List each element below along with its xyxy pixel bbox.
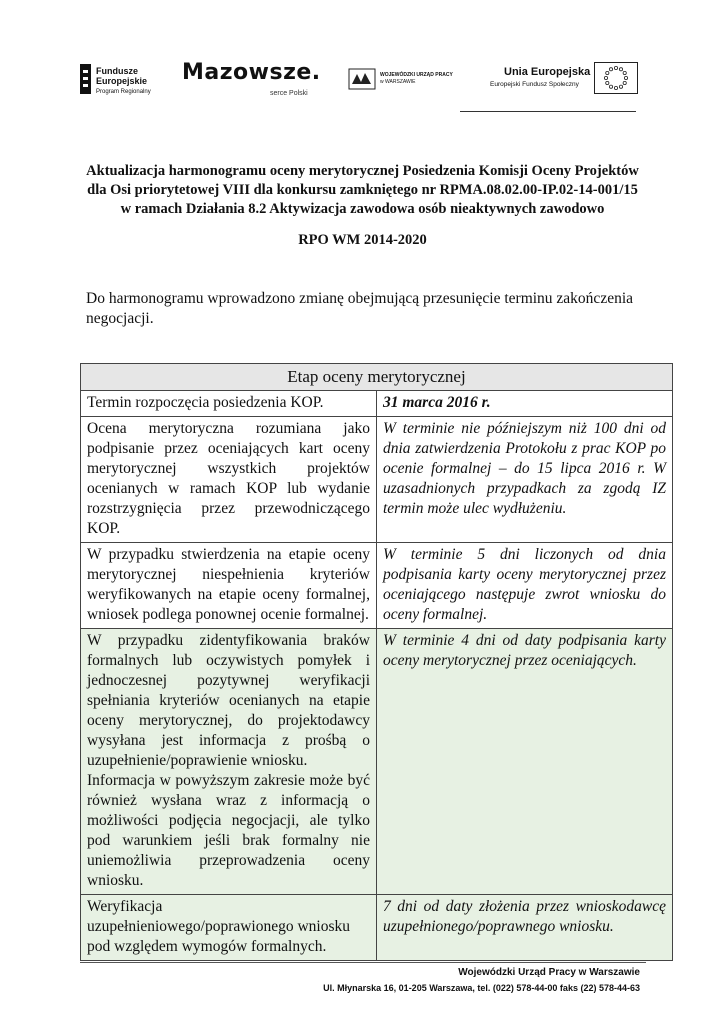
stage-text: Ocena merytoryczna rozumiana jako podpisanie przez oceniających kart oceny merytorycznej wszystkich projektów ocenianych w ramach KOP lub wydanie rozstrzygnięcia przez przewodniczącego KOP. <box>87 420 370 537</box>
stage-text: W przypadku stwierdzenia na etapie oceny merytorycznej niespełnienia kryteriów weryfikowanych na etapie oceny formalnej, wniosek podlega ponownej ocenie formalnej. <box>87 546 370 623</box>
title-line: dla Osi priorytetowej VIII dla konkursu zamkniętego nr RPMA.08.02.00-IP.02-14-001/15 <box>87 182 638 198</box>
mazowsze-logo <box>182 60 322 100</box>
ue-logo-title: Unia Europejska <box>504 66 591 78</box>
intro-paragraph: Do harmonogramu wprowadzono zmianę obejmującą przesunięcie terminu zakończenia negocjacji. <box>86 290 634 327</box>
fe-logo-sub: Program Regionalny <box>96 89 151 95</box>
fundusze-europejskie-logo <box>78 62 178 98</box>
stage-deadline: 31 marca 2016 r. <box>377 391 673 417</box>
fe-logo-line2: Europejskie <box>96 76 148 86</box>
ue-logo-sub: Europejski Fundusz Społeczny <box>490 81 579 88</box>
stage-deadline: W terminie 5 dni liczonych od dnia podpisania karty oceny merytorycznej przez oceniającego następuje zwrot wniosku do oceny formalnej. <box>377 543 673 629</box>
stage-description <box>81 543 377 629</box>
table-row <box>81 417 673 543</box>
logo-bar <box>78 56 638 106</box>
header-divider <box>460 111 636 112</box>
unia-europejska-logo <box>490 58 638 106</box>
table-header-row <box>81 364 673 391</box>
stage-description <box>81 629 377 895</box>
stage-deadline: W terminie nie później​szym niż 100 dni od dnia zatwierdzenia Protokołu z prac KOP po ocenie formalnej – do 15 lipca 2016 r. W uzasadnionych przypadkach za zgodą IZ termin może ulec wydłużeniu. <box>377 417 673 543</box>
table-row-highlighted <box>81 895 673 961</box>
stage-description <box>81 391 377 417</box>
footer-divider <box>80 962 646 963</box>
wup-logo-line1: WOJEWÓDZKI URZĄD PRACY <box>380 72 453 78</box>
schedule-table <box>80 363 673 961</box>
footer-organization: Wojewódzki Urząd Pracy w Warszawie <box>458 967 640 978</box>
stage-description <box>81 895 377 961</box>
document-title <box>70 162 655 219</box>
footer-address: Ul. Młynarska 16, 01-205 Warszawa, tel. (022) 578-44-00 faks (22) 578-44-63 <box>323 983 640 993</box>
table-row <box>81 391 673 417</box>
stage-text: Informacja w powyższym zakresie może być również wysłana wraz z informacją o możliwości podjęcia negocjacji, ale tylko pod warunkiem jeśli brak formalny nie uniemożliwia przeprowadzenia oceny wniosku. <box>87 772 370 889</box>
wup-logo-line2: w WARSZAWIE <box>380 79 416 85</box>
table-row-highlighted <box>81 629 673 895</box>
table-header: Etap oceny merytorycznej <box>81 364 673 391</box>
fe-logo-line1: Fundusze <box>96 66 138 76</box>
wup-logo <box>348 66 478 96</box>
stage-text: Weryfikacja uzupełnieniowego/poprawionego wniosku pod względem wymogów formalnych. <box>87 898 351 955</box>
table-row <box>81 543 673 629</box>
eu-flag-icon <box>594 62 638 94</box>
title-line: w ramach Działania 8.2 Aktywizacja zawodowa osób nieaktywnych zawodowo <box>120 201 605 217</box>
stage-text: W przypadku zidentyfikowania braków formalnych lub oczywistych pomyłek i jednoczesnej pozytywnej weryfikacji spełniania kryteriów ocenianych na etapie oceny merytorycznej, do projektodawcy wysyłana jest informacja z prośbą o uzupełnienie/poprawienie wniosku. <box>87 632 370 769</box>
fundusze-europejskie-icon <box>78 62 94 96</box>
stage-deadline: 7 dni od daty złożenia przez wnioskodawcę uzupełnionego/poprawnego wniosku. <box>377 895 673 961</box>
mazowsze-wordmark: Mazowsze. <box>182 60 321 85</box>
title-line: Aktualizacja harmonogramu oceny merytorycznej Posiedzenia Komisji Oceny Projektów <box>86 163 639 179</box>
stage-description <box>81 417 377 543</box>
wup-emblem-icon <box>348 68 376 90</box>
stage-deadline: W terminie 4 dni od daty podpisania karty oceny merytorycznej przez oceniających. <box>377 629 673 895</box>
stage-text: Termin rozpoczęcia posiedzenia KOP. <box>87 394 324 411</box>
mazowsze-tagline: serce Polski <box>270 90 308 97</box>
document-subtitle: RPO WM 2014-2020 <box>298 232 427 248</box>
